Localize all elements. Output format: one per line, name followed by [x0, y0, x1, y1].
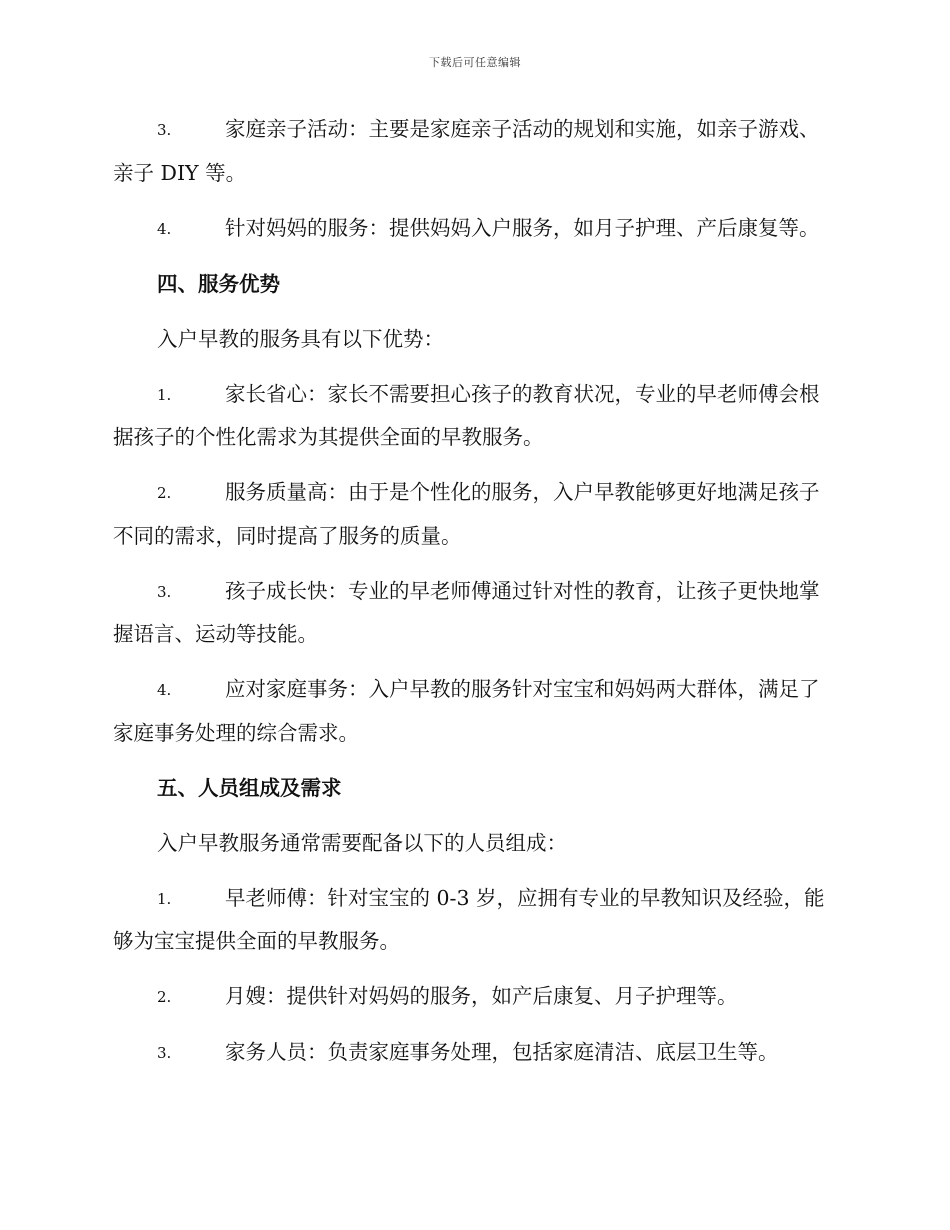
page-header: 下载后可任意编辑: [429, 56, 521, 69]
section-heading: 五、人员组成及需求: [157, 775, 342, 800]
section-intro: 入户早教服务通常需要配备以下的人员组成：: [157, 830, 567, 855]
item-number: 4.: [157, 219, 172, 238]
item-number: 3.: [157, 121, 172, 139]
section-heading: 四、服务优势: [157, 271, 280, 296]
list-item: [113, 668, 835, 754]
list-item: [113, 207, 835, 251]
item-number: 2.: [157, 988, 172, 1006]
item-number: 3.: [157, 582, 172, 601]
list-item: [113, 471, 835, 557]
list-item: [113, 877, 835, 963]
item-number: 3.: [157, 1044, 172, 1062]
list-item: [113, 108, 835, 194]
item-text: 家庭亲子活动：主要是家庭亲子活动的规划和实施，如亲子游戏、亲子 DIY 等。: [113, 117, 820, 185]
list-item: [113, 570, 835, 656]
list-item: [113, 975, 835, 1019]
item-text: 月嫂：提供针对妈妈的服务，如产后康复、月子护理等。: [225, 984, 738, 1008]
item-text: 孩子成长快：专业的早老师傅通过针对性的教育，让孩子更快地掌握语言、运动等技能。: [113, 578, 820, 646]
item-text: 早老师傅：针对宝宝的 0-3 岁，应拥有专业的早教知识及经验，能够为宝宝提供全面的早教服务。: [113, 885, 825, 953]
list-item: [113, 373, 835, 459]
item-number: 1.: [157, 889, 172, 908]
item-text: 应对家庭事务：入户早教的服务针对宝宝和妈妈两大群体，满足了家庭事务处理的综合需求。: [113, 677, 820, 745]
item-number: 2.: [157, 484, 172, 502]
list-item: [113, 1031, 835, 1075]
item-text: 家务人员：负责家庭事务处理，包括家庭清洁、底层卫生等。: [225, 1040, 779, 1064]
item-text: 家长省心：家长不需要担心孩子的教育状况，专业的早老师傅会根据孩子的个性化需求为其提供全面的早教服务。: [113, 381, 820, 449]
document-body: [113, 108, 835, 1087]
item-text: 针对妈妈的服务：提供妈妈入户服务，如月子护理、产后康复等。: [225, 215, 820, 240]
item-number: 4.: [157, 681, 172, 699]
section-intro: 入户早教的服务具有以下优势：: [157, 326, 444, 351]
item-text: 服务质量高：由于是个性化的服务，入户早教能够更好地满足孩子不同的需求，同时提高了服务的质量。: [113, 480, 820, 548]
item-number: 1.: [157, 385, 172, 404]
